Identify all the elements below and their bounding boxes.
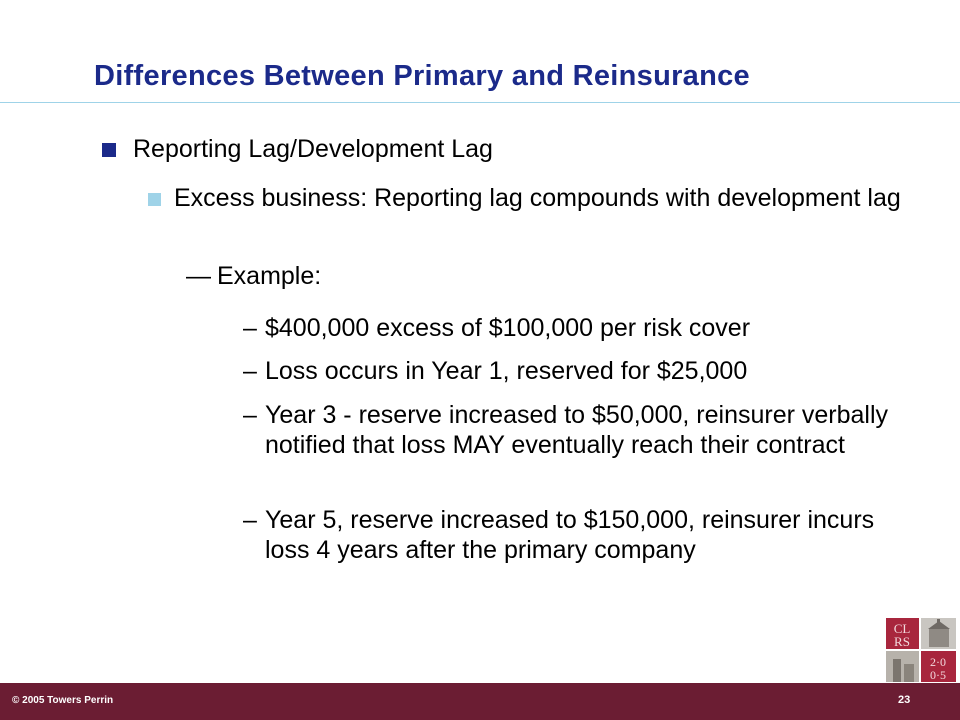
list-item: [243, 505, 923, 565]
bullet-reporting-lag: Reporting Lag/Development Lag: [133, 135, 493, 163]
dash-marker: –: [243, 357, 257, 385]
dash-marker: –: [243, 401, 257, 429]
logo-cl: CL: [893, 621, 911, 636]
list-item: [243, 400, 923, 460]
dash-marker: –: [243, 506, 257, 534]
example-label: Example:: [217, 262, 322, 290]
slide-title: Differences Between Primary and Reinsurance: [94, 60, 750, 92]
footer-bar: [0, 683, 960, 720]
page-number: 23: [898, 694, 911, 706]
list-item: [243, 356, 923, 386]
copyright-text: © 2005 Towers Perrin: [12, 695, 114, 706]
logo-year-bottom: 0·5: [930, 668, 946, 682]
list-item-text: Year 3 - reserve increased to $50,000, reinsurer verbally notified that loss MAY eventually reach their contract: [265, 401, 889, 459]
bullet-example: [186, 262, 321, 291]
clrs-2005-logo: [885, 617, 957, 683]
list-item-text: Loss occurs in Year 1, reserved for $25,000: [265, 357, 748, 385]
list-item-text: $400,000 excess of $100,000 per risk cover: [265, 314, 751, 342]
bullet-excess-business: Excess business: Reporting lag compounds with development lag: [174, 184, 901, 212]
logo-rs: RS: [894, 634, 910, 649]
logo-year-top: 2·0: [930, 655, 946, 669]
title-divider: [0, 102, 960, 103]
dash-marker: –: [243, 314, 257, 342]
list-item-text: Year 5, reserve increased to $150,000, reinsurer incurs loss 4 years after the primary company: [265, 506, 875, 564]
bullet-square-icon: [102, 143, 116, 157]
sub-bullet-square-icon: [148, 193, 161, 206]
em-dash-marker: —: [186, 262, 211, 290]
list-item: [243, 313, 923, 343]
